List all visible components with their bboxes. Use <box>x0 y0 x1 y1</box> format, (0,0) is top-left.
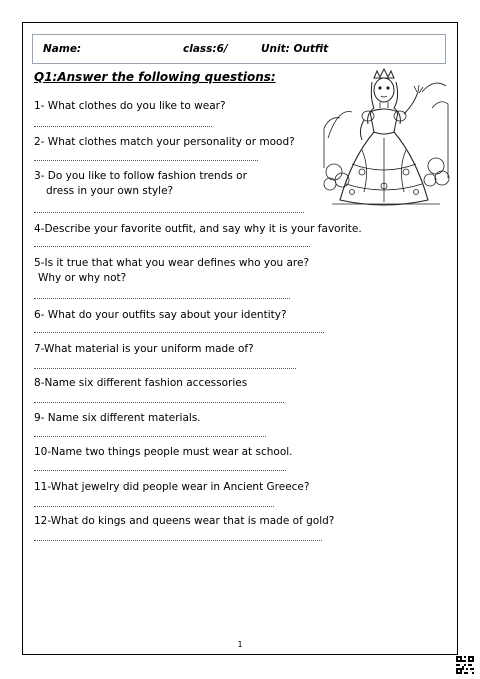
question-10 <box>34 445 293 460</box>
question-text: 10-Name two things people must wear at school. <box>34 446 293 458</box>
answer-line-1[interactable] <box>34 126 212 127</box>
page-number: 1 <box>237 640 243 649</box>
question-text: 9- Name six different materials. <box>34 412 201 424</box>
question-text: 8-Name six different fashion accessories <box>34 377 248 389</box>
unit-label: Unit: Outfit <box>261 43 329 55</box>
question-text: 2- What clothes match your personality or mood? <box>34 136 295 148</box>
princess-illustration <box>322 68 450 208</box>
question-text: 6- What do your outfits say about your identity? <box>34 309 287 321</box>
question-text: 7-What material is your uniform made of? <box>34 343 254 355</box>
question-9 <box>34 411 201 426</box>
question-text: 11-What jewelry did people wear in Ancient Greece? <box>34 481 310 493</box>
question-8 <box>34 376 247 391</box>
answer-line-12[interactable] <box>34 540 322 541</box>
question-5 <box>34 256 309 286</box>
answer-line-3[interactable] <box>34 212 304 213</box>
answer-line-9[interactable] <box>34 436 266 437</box>
question-4 <box>34 222 362 237</box>
answer-line-2[interactable] <box>34 160 258 161</box>
name-label: Name: <box>43 43 82 55</box>
question-7 <box>34 342 254 357</box>
section-title: Q1:Answer the following questions: <box>34 70 276 84</box>
question-text: 1- What clothes do you like to wear? <box>34 100 226 112</box>
question-text: 5-Is it true that what you wear defines who you are? <box>34 257 310 269</box>
question-1 <box>34 99 226 114</box>
question-12 <box>34 514 334 529</box>
question-3 <box>34 169 247 199</box>
qr-code-icon <box>456 656 474 674</box>
question-6 <box>34 308 287 323</box>
question-2 <box>34 135 295 150</box>
question-text: 4-Describe your favorite outfit, and say why it is your favorite. <box>34 223 362 235</box>
answer-line-8[interactable] <box>34 402 284 403</box>
question-text: 3- Do you like to follow fashion trends or <box>34 170 247 182</box>
answer-line-5[interactable] <box>34 298 290 299</box>
question-text-cont: dress in your own style? <box>46 185 174 197</box>
answer-line-11[interactable] <box>34 506 274 507</box>
answer-line-10[interactable] <box>34 470 286 471</box>
answer-line-7[interactable] <box>34 368 296 369</box>
answer-line-6[interactable] <box>34 332 324 333</box>
class-label: class:6/ <box>183 43 228 55</box>
question-text: 12-What do kings and queens wear that is made of gold? <box>34 515 335 527</box>
question-11 <box>34 480 309 495</box>
question-text-cont: Why or why not? <box>38 272 127 284</box>
answer-line-4[interactable] <box>34 246 310 247</box>
student-info-header <box>32 34 446 64</box>
